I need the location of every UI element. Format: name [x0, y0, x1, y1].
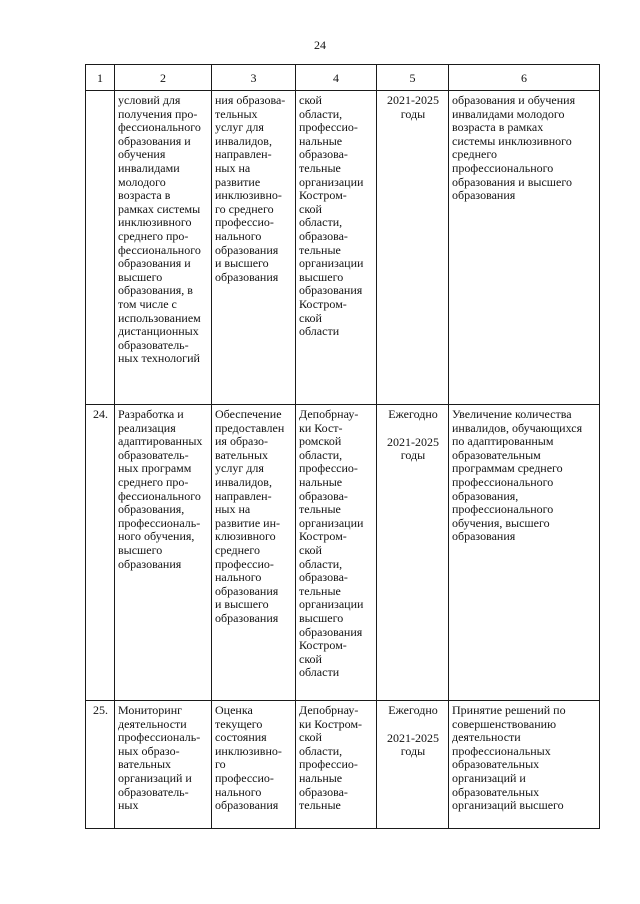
measure-content: Обеспечение предоставлен ия образо- вательных услуг для инвалидов, направлен- ных на развитие ин- клюзивного среднего профессио- нального образования и высшего образования	[212, 405, 296, 701]
measure-name: Разработка и реализация адаптированных образователь- ных программ среднего про- фессионального образования, профессиональ- ного обучения, высшего образования	[115, 405, 212, 701]
years-text: 2021-2025 годы	[387, 434, 439, 463]
column-number-5: 5	[377, 65, 449, 91]
column-number-3: 3	[212, 65, 296, 91]
implementation-period	[377, 405, 449, 701]
row-number	[86, 91, 115, 405]
measure-name: условий для получения про- фессионального образования и обучения инвалидами молодого возраста в рамках системы инклюзивного среднего про- фессионального образования и высшего образования, в том числе с использованием дистанционных образователь- ных технологий	[115, 91, 212, 405]
measure-content: ния образова- тельных услуг для инвалидов, направлен- ных на развитие инклюзивно- го среднего профессио- нального образования и высшего образования	[212, 91, 296, 405]
expected-result: образования и обучения инвалидами молодого возраста в рамках системы инклюзивного среднего профессионального образования и высшего образования	[449, 91, 600, 405]
column-number-4: 4	[296, 65, 377, 91]
responsible-executors: Депобрнау- ки Кост- ромской области, профессио- нальные образова- тельные организации Костром- ской области, образова- тельные организации высшего образования Костром- ской области	[296, 405, 377, 701]
measure-name: Мониторинг деятельности профессиональ- ных образо- вательных организаций и образователь- ных	[115, 701, 212, 829]
measures-table	[85, 64, 600, 829]
table-row	[86, 701, 600, 829]
responsible-executors: Депобрнау- ки Костром- ской области, профессио- нальные образова- тельные	[296, 701, 377, 829]
schedule-text: Ежегодно	[388, 407, 438, 421]
column-number-1: 1	[86, 65, 115, 91]
table-row	[86, 91, 600, 405]
implementation-period	[377, 701, 449, 829]
table-row	[86, 405, 600, 701]
column-number-2: 2	[115, 65, 212, 91]
years-text: 2021-2025 годы	[387, 93, 439, 121]
row-number: 25.	[86, 701, 115, 829]
measure-content: Оценка текущего состояния инклюзивно- го профессио- нального образования	[212, 701, 296, 829]
page-number: 24	[314, 38, 326, 52]
implementation-period	[377, 91, 449, 405]
schedule-text: Ежегодно	[388, 703, 438, 717]
expected-result: Принятие решений по совершенствованию деятельности профессиональных образовательных организаций и образовательных организаций высшего	[449, 701, 600, 829]
table-header-row	[86, 65, 600, 91]
row-number: 24.	[86, 405, 115, 701]
years-text: 2021-2025 годы	[387, 730, 439, 759]
expected-result: Увеличение количества инвалидов, обучающихся по адаптированным образовательным программам среднего профессионального образования, профессионального обучения, высшего образования	[449, 405, 600, 701]
responsible-executors: ской области, профессио- нальные образова- тельные организации Костром- ской области, образова- тельные организации высшего образования Костром- ской области	[296, 91, 377, 405]
column-number-6: 6	[449, 65, 600, 91]
